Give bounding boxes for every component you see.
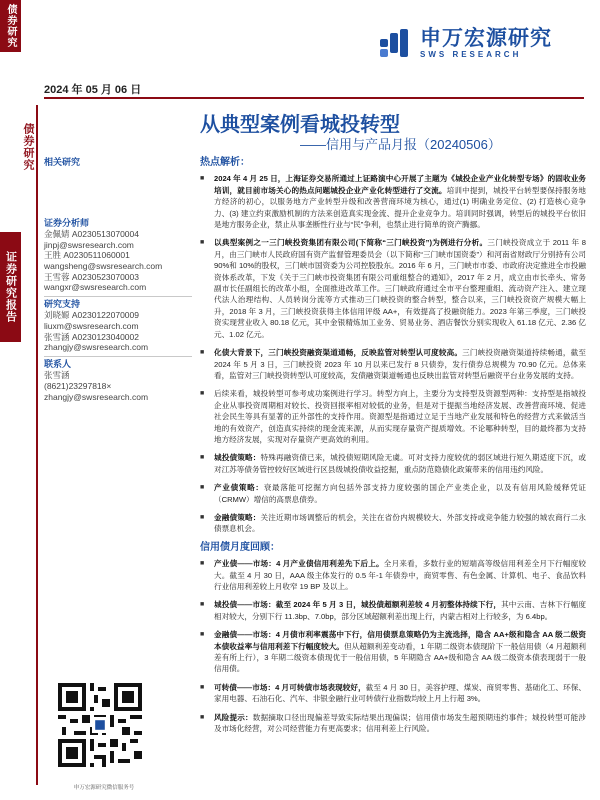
monthly-review-heading: 信用债月度回顾： [200,541,280,553]
contact-list [44,370,192,402]
bullet-item [200,482,586,505]
bullet-bold-lead: 可转债——市场：4 月可转债市场表现较好， [214,682,366,692]
bullet-icon: ■ [200,713,205,721]
page-subtitle: ——信用与产品月报（20240506） [300,137,501,152]
analyst-section-label: 证券分析师 [44,217,90,228]
bullet-text [214,512,586,535]
bullet-body: 关注近期市场调整后的机会，关注在省份内规模较大、外部支持或竞争能力较强的城农商行二永债票息机会。 [214,512,587,534]
left-vertical-rule [36,105,38,785]
bullet-icon: ■ [200,683,205,691]
bullet-body: 三门峡投资成立于 2011 年 8 月，由三门峡市人民政府国有资产监督管理委员会（以下简称“三门峡市国资委”）和河南省财政厅分别持有公司 90%和 10%的股权，三门峡市国资委为公司控股股东。2016 年 6 月，三门峡市市委、市政府决定推进全市投融资体系改革，下发《关于三门峡市投资集团有限公司重组整合的通知》，2017 年 2 月，成立由市长牵头、常务副市长任副组长的改革小组，全面推进改革工作。三门峡政府通过全市平台整理重组、流动资产注入、建立现代法人治理结构、人员转岗分流等方式推动三门峡投资的整合转型，整合以来，三门峡投资资产规模大幅上升，2018 年 3 月，三门峡投资获得主体信用评级 AA+，有效提高了投融资能力。2023 年第三季度，三门峡投资实现营业收入 80.18 亿元，其中金银精炼加工业务、贸易业务、酒店餐饮分别实现收入 61.18 亿元、2.36 亿元、1.02 亿元。 [214,238,586,339]
divider [44,356,192,357]
contact-line[interactable]: zhangjy@swsresearch.com [44,391,149,402]
bullet-item [200,452,586,475]
bullet-body: 特殊再融资债已来，城投债短期风险无虞。可对支持力度较优的弱区域进行短久期适度下沉，或对江苏等债务管控较好区域进行区县级城投债收益挖掘，重点防范隐债化政策带来的信用违约风险。 [214,453,587,474]
analyst-line: 金佩婧 A0230513070004 [44,229,139,240]
bullet-bold-lead: 以典型案例之一三门峡投资集团有限公司(下简称“三门峡投资”)为例进行分析。 [214,238,488,248]
research-support-line: 张雪涵 A0230123040002 [44,331,139,342]
qr-code-icon [58,683,142,767]
logo [380,28,552,59]
bullet-text [214,173,586,230]
bullet-bold-lead: 城投债策略： [214,453,261,463]
bullet-item [200,237,586,340]
bullet-item [200,629,586,675]
monthly-review-list [200,558,586,734]
bullet-item [200,512,586,535]
bullet-text [214,482,586,505]
page-title: 从典型案例看城投转型 [200,114,400,136]
bullet-bold-lead: 2024 年 4 月 25 日，上海证券交易所通过上证路演中心开展了主题为《城投企业产业化转型专场》的固收业务培训，就目前市场关心的热点问题城投企业产业化转型进行了交流。 [214,174,586,195]
assistant-list [44,310,192,352]
bullet-bold-lead: 产业债策略： [214,483,264,493]
contact-line: (8621)23297818× [44,380,112,391]
bullet-item [200,558,586,592]
bullet-icon: ■ [200,560,205,568]
related-research-label[interactable]: 相关研究 [44,157,81,167]
bullet-body: 衰最落能可挖掘方向包括外部支持力度较强的国企产业类企业，以及有信用风险缓释凭证（CRMW）增信的高票息债券。 [214,483,587,504]
report-date: 2024 年 05 月 06 日 [44,84,142,96]
side-column-label: 债券研究 [22,123,34,171]
bullet-body: 三门峡投资融资渠道持续畅通，截至 2024 年 5 月 3 日，三门峡投资 2023 年 10 月以来已发行 8 只债券，发行债券总规模为 70.90 亿元。总体来看，监管对三门峡投资转型认可度较高，发债融资渠道畅通也反映出监管对转型后融资平台业务发展的支持。 [214,348,587,380]
logo-text-en: SWS RESEARCH [420,50,522,59]
bullet-item [200,347,586,381]
bullet-body: 其中云南、吉林下行幅度相对较大，分别下行 11.3bp、7.0bp，部分区域超额利差出现上行，内蒙古相对上行较多，为 6.4bp。 [214,600,586,621]
bullet-item [200,682,586,705]
bullet-bold-lead: 城投债——市场：截至 2024 年 5 月 3 日，城投债超额利差较 4 月初整体持续下行， [214,600,502,610]
bullet-bold-lead: 金融债——市场：4 月债市利率震荡中下行，信用债票息策略仍为主流选择，隐含 AA+级和隐含 AA 级二级资本债收益率与信用利差下行幅度较大。 [214,630,586,651]
analyst-line[interactable]: wangsheng@swsresearch.com [44,260,163,271]
research-support-line: 刘晓嫄 A0230122070009 [44,310,139,321]
bullet-item [200,599,586,622]
analyst-line[interactable]: wangxr@swsresearch.com [44,282,147,293]
bullet-bold-lead: 风险提示： [214,712,253,722]
bullet-icon: ■ [200,239,205,247]
bullet-body: 培训中提到，城投平台转型要保持服务地方经济的初心，以服务地方产业转型升级和改善营商环境为核心，通过(1) 明确业务定位、(2) 打造核心竞争力、(3) 建立约束激励机制的方法来创造真实现金流、提升企业竞争力。培训同时强调，转型后的城投平台依旧是地方服务企业，禁止从事垄断性行业与“民”争利，也禁止进行简单的资产腾挪。 [214,185,587,230]
bullet-body: 但从超额利差变动看，1 年期二级资本债现阶下一般信用债（4 月超额利差有所上行），3 年期二级资本债现优于一般信用债，5 年期隐含 AA+级和隐含 AA 级二级资本债表现弱于一般信用债。 [214,641,586,674]
side-tag-report: 证券研究报告 [0,232,21,342]
header-rule [44,97,584,99]
research-support-line[interactable]: zhangjy@swsresearch.com [44,342,149,353]
bullet-text [214,558,586,592]
bullet-text [214,629,586,675]
side-tag-bond-research: 债券研究 [0,0,21,52]
bullet-text [214,682,586,705]
analyst-line: 王胜 A0230511060001 [44,250,130,261]
logo-icon [380,29,414,59]
logo-text-cn: 申万宏源研究 [420,27,552,50]
hot-topics-heading: 热点解析： [200,157,250,168]
research-support-label: 研究支持 [44,298,81,309]
bullet-icon: ■ [200,484,205,492]
research-support-line[interactable]: liuxm@swsresearch.com [44,320,139,331]
bullet-bold-lead: 化债大背景下，三门峡投资融资渠道通畅，反映监管对转型认可度较高。 [214,348,463,358]
bullet-text [214,452,586,475]
analyst-list [44,229,192,293]
bullet-body: 数据摘取口径出现偏差导致实际结果出现偏误；信用债市场发生超预期违约事件；城投转型可能涉及市场化经营，对公司经营能力有更高要求；信用利差上行风险。 [214,712,587,734]
bullet-body: 全月来看，多数行业的短端高等级信用利差全月下行幅度较大。截至 4 月 30 日，AAA 级主体发行的 0.5 年-1 年债券中，商贸零售、有色金属、计算机、电子、食品饮料行业信用利差较上月收窄 19 BP 及以上。 [214,559,586,591]
bullet-text [214,712,586,735]
bullet-icon: ■ [200,390,205,398]
analyst-line: 王雪蓉 A0230523070003 [44,271,139,282]
bullet-body: 后续来看，城投转型可参考成功案例进行学习。转型方向上，主要分为支持型及资源型两种：支持型是指城投企业从事投资周期相对较长、投资回报率相对较低的业务，但是对于提振当地经济发展、改善营商环境、促进社会民生等具有显著的正外部性的支持作用。资源型是指通过立足于当地产业发展和特色的经营方式来做活当地的有效资产，创造真实持续的现金流来源，从而实现存量资产提质增效。不论哪种转型，目的最终都为支持地方经济发展，实现对存量资产更高效的利用。 [214,389,586,444]
bullet-text [214,599,586,622]
qr-caption: 申万宏源研究微信服务号 [73,785,135,791]
contact-label: 联系人 [44,358,72,369]
bullet-bold-lead: 产业债——市场：4 月产业债信用利差先下后上。 [214,559,384,569]
bullet-icon: ■ [200,349,205,357]
contact-line: 张雪涵 [44,370,70,381]
bullet-text [214,237,586,340]
bullet-icon: ■ [200,175,205,183]
bullet-icon: ■ [200,513,205,521]
bullet-bold-lead: 金融债策略： [214,512,261,522]
bullet-item [200,388,586,445]
bullet-body: 截至 4 月 30 日，美容护理、煤炭、商贸零售、基础化工、环保、家用电器、石油石化、汽车、非银金融行业可转债行业指数均较上月上行超 3%。 [214,682,586,704]
left-info-column [44,157,192,402]
analyst-line[interactable]: jinpj@swsresearch.com [44,239,134,250]
bullet-icon: ■ [200,601,205,609]
main-content [200,157,586,741]
bullet-icon: ■ [200,631,205,639]
bullet-item [200,712,586,735]
bullet-icon: ■ [200,454,205,462]
bullet-item [200,173,586,230]
divider [44,296,192,297]
bullet-text [214,347,586,381]
bullet-text [214,388,586,445]
hot-topics-list [200,173,586,534]
